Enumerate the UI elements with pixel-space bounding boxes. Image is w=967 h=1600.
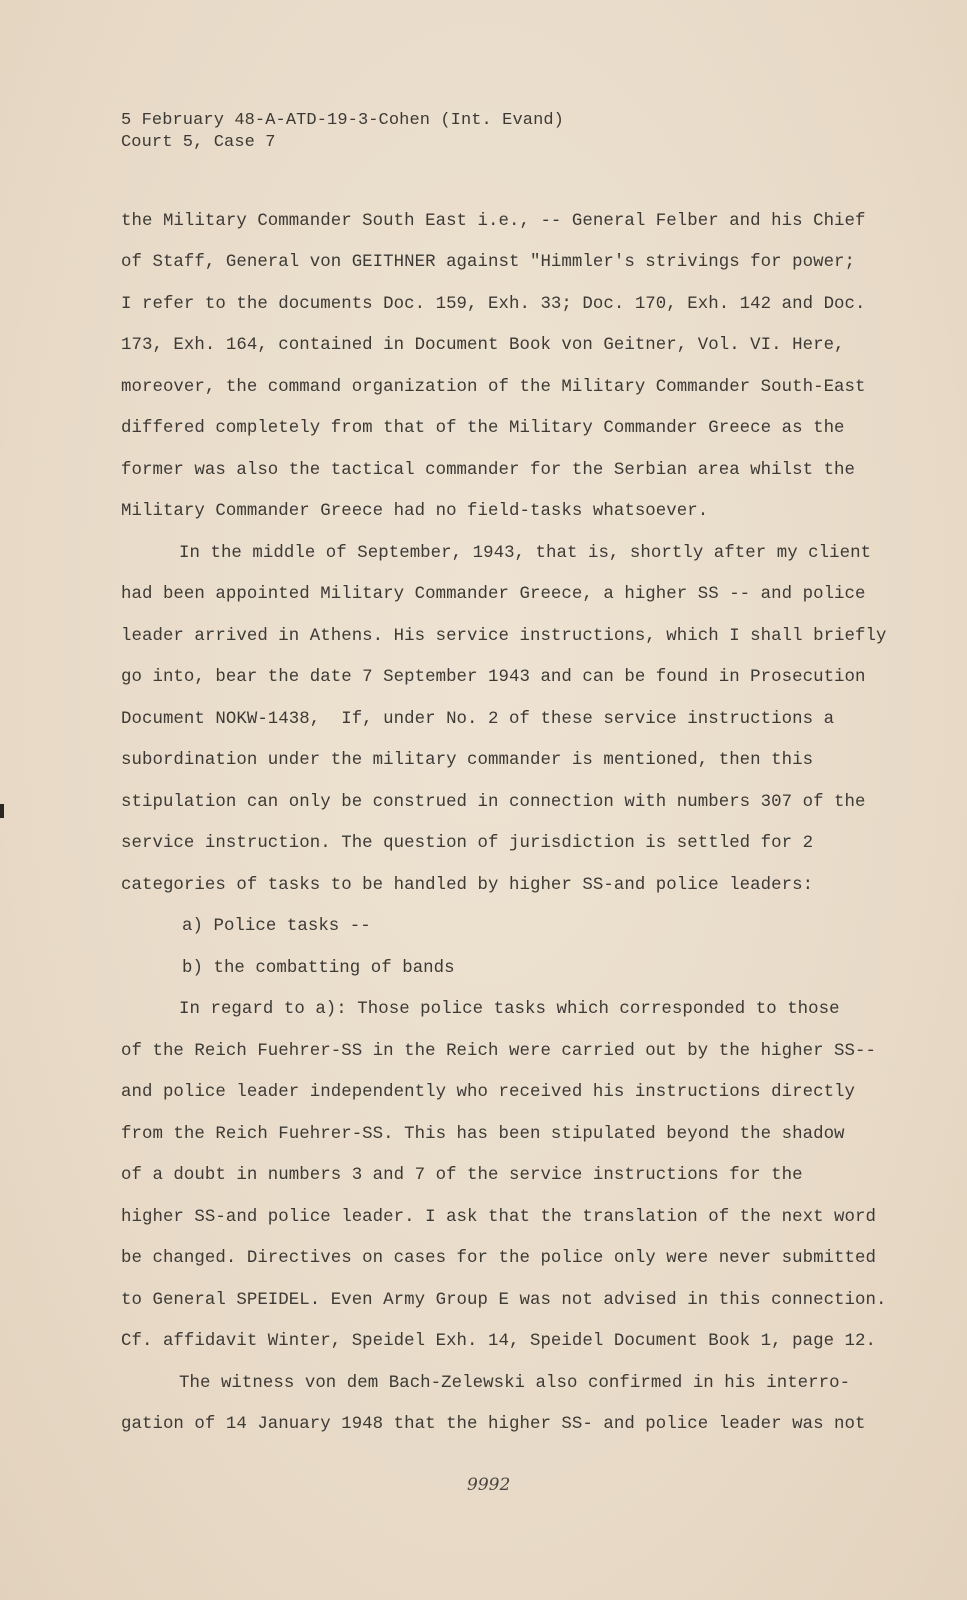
text-line: higher SS-and police leader. I ask that the translation of the next word [121, 1208, 876, 1227]
list-item-a: a) Police tasks -- [182, 917, 371, 936]
text-line: of the Reich Fuehrer-SS in the Reich were carried out by the higher SS-- [121, 1042, 876, 1061]
text-line: from the Reich Fuehrer-SS. This has been stipulated beyond the shadow [121, 1125, 845, 1144]
text-line: of Staff, General von GEITHNER against "Himmler's strivings for power; [121, 253, 856, 272]
text-line: Document NOKW-1438, If, under No. 2 of these service instructions a [121, 710, 835, 729]
text-line: Cf. affidavit Winter, Speidel Exh. 14, Speidel Document Book 1, page 12. [121, 1332, 876, 1351]
list-item-b: b) the combatting of bands [182, 959, 455, 978]
text-line: of a doubt in numbers 3 and 7 of the service instructions for the [121, 1166, 803, 1185]
text-line: be changed. Directives on cases for the police only were never submitted [121, 1249, 876, 1268]
text-line: 173, Exh. 164, contained in Document Book von Geitner, Vol. VI. Here, [121, 336, 845, 355]
text-line: gation of 14 January 1948 that the higher SS- and police leader was not [121, 1415, 866, 1434]
text-line: Military Commander Greece had no field-tasks whatsoever. [121, 502, 709, 521]
paragraph-start-line: The witness von dem Bach-Zelewski also confirmed in his interro- [179, 1374, 851, 1393]
page-number: 9992 [467, 1475, 511, 1495]
text-line: had been appointed Military Commander Greece, a higher SS -- and police [121, 585, 866, 604]
text-line: go into, bear the date 7 September 1943 and can be found in Prosecution [121, 668, 866, 687]
text-line: subordination under the military commander is mentioned, then this [121, 751, 814, 770]
text-line: I refer to the documents Doc. 159, Exh. 33; Doc. 170, Exh. 142 and Doc. [121, 295, 866, 314]
binding-mark [0, 804, 4, 818]
text-line: categories of tasks to be handled by higher SS-and police leaders: [121, 876, 814, 895]
header-court-case: Court 5, Case 7 [121, 133, 276, 152]
paragraph-start-line: In regard to a): Those police tasks which corresponded to those [179, 1000, 840, 1019]
text-line: former was also the tactical commander for the Serbian area whilst the [121, 461, 856, 480]
header-date-reference: 5 February 48-A-ATD-19-3-Cohen (Int. Evand) [121, 111, 564, 130]
paragraph-start-line: In the middle of September, 1943, that is, shortly after my client [179, 544, 872, 563]
text-line: leader arrived in Athens. His service instructions, which I shall briefly [121, 627, 887, 646]
text-line: moreover, the command organization of the Military Commander South-East [121, 378, 866, 397]
text-line: the Military Commander South East i.e., -- General Felber and his Chief [121, 212, 866, 231]
text-line: service instruction. The question of jurisdiction is settled for 2 [121, 834, 814, 853]
text-line: stipulation can only be construed in connection with numbers 307 of the [121, 793, 866, 812]
text-line: differed completely from that of the Military Commander Greece as the [121, 419, 845, 438]
text-line: and police leader independently who received his instructions directly [121, 1083, 856, 1102]
text-line: to General SPEIDEL. Even Army Group E was not advised in this connection. [121, 1291, 887, 1310]
